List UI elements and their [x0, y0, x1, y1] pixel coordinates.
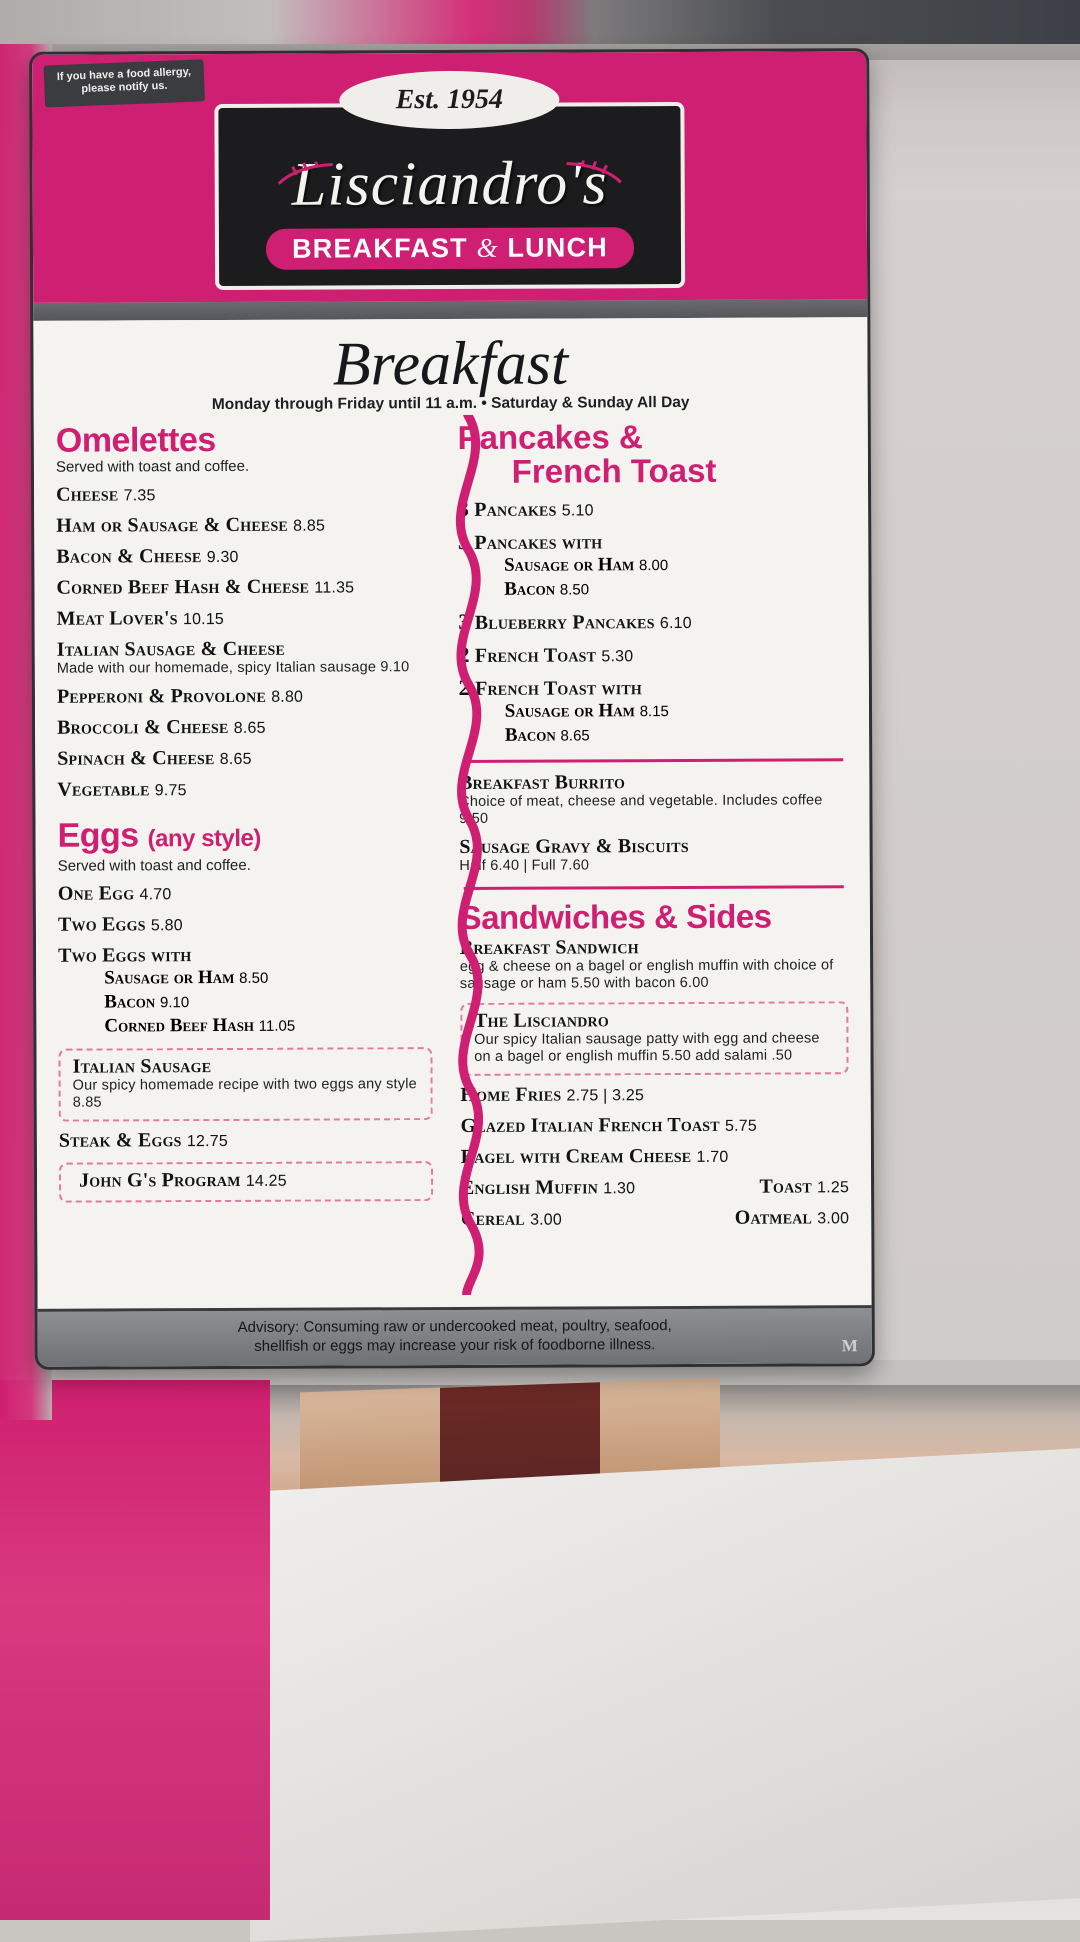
section-title-eggs — [57, 816, 431, 858]
pancakes-title-line2: French Toast — [458, 453, 846, 489]
section-title-pancakes — [457, 419, 846, 489]
item-price: 8.00 — [639, 557, 668, 574]
menu-item — [57, 607, 431, 631]
menu-item — [459, 771, 848, 828]
menu-subitem — [459, 722, 847, 748]
menu-subitem — [58, 1013, 432, 1039]
item-name: Ham or Sausage & Cheese — [56, 514, 288, 537]
menu-item — [474, 1009, 837, 1066]
menu-item — [459, 675, 847, 700]
the-lisciandro-highlight — [460, 1001, 849, 1076]
item-name: Steak & Eggs — [59, 1129, 182, 1152]
item-name: Two Eggs with — [58, 944, 192, 967]
item-name: Sausage or Ham — [104, 967, 234, 989]
item-quantity: 2 — [458, 642, 469, 667]
item-name: Italian Sausage — [73, 1055, 212, 1078]
right-column — [457, 419, 849, 1231]
menu-item — [460, 1114, 848, 1138]
advisory-line-2: shellfish or eggs may increase your risk of foodborne illness. — [38, 1334, 872, 1357]
menu-subitem — [58, 965, 432, 991]
item-description: Half 6.40 | Full 7.60 — [459, 856, 847, 875]
item-name: French Toast with — [475, 677, 642, 700]
item-name: Oatmeal — [735, 1206, 812, 1228]
menu-item — [461, 1145, 849, 1169]
item-price: 10.15 — [183, 611, 224, 628]
menu-item — [57, 778, 431, 802]
item-name: Bacon — [505, 725, 556, 746]
item-price: 1.30 — [603, 1180, 635, 1197]
item-name: English Muffin — [461, 1176, 598, 1199]
menu-columns — [34, 419, 872, 1233]
omelettes-note: Served with toast and coffee. — [56, 457, 430, 476]
item-quantity: 2 — [459, 675, 470, 700]
item-name: Pancakes with — [474, 531, 602, 554]
pink-surface-bottom — [0, 1380, 270, 1920]
item-price: 7.35 — [124, 487, 156, 504]
menu-item — [73, 1055, 421, 1112]
menu-item — [58, 944, 432, 967]
item-name: Cereal — [461, 1208, 525, 1230]
background-top-strip — [0, 0, 1080, 44]
menu-item — [73, 1169, 421, 1193]
menu-card — [29, 48, 875, 1370]
item-name: Bacon — [104, 991, 155, 1012]
menu-item — [56, 483, 430, 507]
item-price: 11.05 — [259, 1018, 296, 1035]
item-quantity: 3 — [458, 496, 469, 521]
item-price: 2.75 | 3.25 — [566, 1087, 644, 1104]
item-price: 5.10 — [562, 502, 594, 519]
item-price: 12.75 — [187, 1133, 228, 1150]
left-column — [56, 421, 433, 1233]
item-price: 3.00 — [530, 1212, 562, 1229]
menu-item — [57, 638, 431, 678]
item-name: Bagel with Cream Cheese — [461, 1145, 692, 1168]
item-name: Meat Lover's — [57, 607, 178, 630]
brand-sub-amp: & — [476, 233, 498, 263]
pancakes-title-line1: Pancakes & — [457, 418, 642, 456]
page-title: Breakfast — [33, 327, 867, 401]
item-name: Spinach & Cheese — [57, 747, 214, 770]
menu-subitem — [458, 576, 846, 602]
menu-item — [56, 576, 430, 600]
item-price: 8.65 — [561, 727, 590, 744]
item-price: 3.00 — [817, 1210, 849, 1227]
item-name: Glazed Italian French Toast — [460, 1114, 719, 1137]
item-price: 9.30 — [207, 549, 239, 566]
menu-item — [458, 529, 846, 554]
item-description: Choice of meat, cheese and vegetable. Includes coffee 9.50 — [459, 792, 847, 828]
menu-body — [33, 317, 871, 1309]
menu-item — [458, 609, 846, 635]
white-surface — [250, 1448, 1080, 1941]
menu-item — [458, 642, 846, 668]
item-name: Italian Sausage & Cheese — [57, 638, 285, 661]
menu-item — [57, 685, 431, 709]
wheat-left-icon — [277, 161, 337, 187]
item-description: Our spicy Italian sausage patty with egg and cheese on a bagel or english muffin 5.50 add salami .50 — [474, 1030, 836, 1066]
item-name: Two Eggs — [58, 913, 146, 935]
item-price: 5.30 — [601, 648, 633, 665]
item-name: Sausage or Ham — [505, 700, 635, 722]
italian-sausage-highlight — [58, 1047, 432, 1122]
menu-subitem — [459, 698, 847, 724]
menu-item — [56, 514, 430, 538]
wheat-right-icon — [563, 160, 623, 186]
menu-item — [57, 716, 431, 740]
item-price: 8.65 — [220, 751, 252, 768]
menu-item — [461, 1207, 849, 1231]
menu-item — [58, 882, 432, 906]
item-quantity: 3 — [458, 609, 469, 634]
item-price: 8.80 — [271, 689, 303, 706]
menu-item — [58, 913, 432, 937]
section-divider-top — [463, 758, 843, 763]
item-price: 14.25 — [246, 1173, 287, 1190]
eggs-title-text: Eggs — [57, 816, 138, 854]
menu-footer — [38, 1305, 872, 1367]
item-price: 8.50 — [239, 970, 268, 987]
item-description: Our spicy homemade recipe with two eggs any style 8.85 — [73, 1076, 421, 1112]
allergy-notice: If you have a food allergy, please notify us. — [44, 59, 206, 107]
item-price: 8.15 — [640, 703, 669, 720]
item-price: 9.75 — [155, 782, 187, 799]
section-title-omelettes: Omelettes — [56, 421, 430, 459]
item-name: Sausage Gravy & Biscuits — [459, 835, 689, 858]
item-name: Home Fries — [460, 1084, 561, 1106]
section-title-sandwiches: Sandwiches & Sides — [460, 898, 848, 936]
item-price: 4.70 — [140, 886, 172, 903]
menu-header — [32, 51, 867, 303]
item-price: 1.70 — [696, 1149, 728, 1166]
item-name: Blueberry Pancakes — [475, 611, 655, 634]
item-quantity: 3 — [458, 529, 469, 554]
john-g-program-highlight — [59, 1161, 433, 1203]
brand-sub-lunch: LUNCH — [507, 232, 608, 262]
item-name: Broccoli & Cheese — [57, 716, 229, 739]
menu-item — [458, 496, 846, 522]
item-name: Breakfast Sandwich — [460, 936, 639, 959]
brand-sub-breakfast: BREAKFAST — [292, 233, 468, 264]
menu-item — [59, 1129, 433, 1153]
established-badge: Est. 1954 — [339, 71, 559, 130]
item-name: Cheese — [56, 483, 118, 505]
item-price: 8.85 — [293, 518, 325, 535]
eggs-title-suffix: (any style) — [148, 825, 261, 852]
menu-item — [56, 545, 430, 569]
item-name: Bacon & Cheese — [56, 545, 201, 568]
item-name: Bacon — [504, 579, 555, 600]
item-name: Breakfast Burrito — [459, 771, 625, 794]
menu-subitem — [458, 552, 846, 578]
menu-item — [57, 747, 431, 771]
item-price: 8.65 — [234, 720, 266, 737]
item-price: 11.35 — [314, 579, 354, 596]
item-description: Made with our homemade, spicy Italian sausage 9.10 — [57, 659, 431, 678]
item-name: One Egg — [58, 882, 135, 904]
menu-item — [459, 835, 847, 875]
menu-item — [460, 936, 849, 993]
item-name: John G's Program — [79, 1169, 241, 1192]
printer-logo-icon: M — [842, 1336, 858, 1355]
item-price: 8.50 — [560, 581, 589, 598]
eggs-note: Served with toast and coffee. — [58, 856, 432, 875]
item-name: Pepperoni & Provolone — [57, 685, 266, 708]
section-divider-bottom — [463, 885, 843, 890]
menu-subitem — [58, 989, 432, 1015]
item-price: 1.25 — [817, 1179, 849, 1196]
item-name: Corned Beef Hash & Cheese — [56, 576, 309, 599]
item-description: egg & cheese on a bagel or english muffin with choice of sausage or ham 5.50 with bacon 6.00 — [460, 957, 848, 993]
item-name: Corned Beef Hash — [104, 1015, 254, 1037]
item-price: 5.80 — [151, 917, 183, 934]
item-name: The Lisciandro — [474, 1009, 609, 1032]
item-price: 6.10 — [660, 615, 692, 632]
advisory-line-1: Advisory: Consuming raw or undercooked meat, poultry, seafood, — [38, 1315, 872, 1338]
menu-item — [461, 1176, 849, 1200]
brand-subtitle — [266, 227, 634, 270]
item-price: 5.75 — [725, 1118, 757, 1135]
item-name: Toast — [759, 1175, 812, 1197]
logo-plate — [214, 102, 685, 290]
item-name: Pancakes — [474, 499, 556, 521]
brand-name: Lisciandro's — [219, 148, 681, 221]
item-name: Vegetable — [57, 778, 149, 800]
item-name: French Toast — [475, 644, 596, 667]
hours-text: Monday through Friday until 11 a.m. • Saturday & Sunday All Day — [34, 393, 868, 415]
menu-item — [460, 1083, 848, 1107]
item-name: Sausage or Ham — [504, 554, 634, 576]
item-price: 9.10 — [160, 994, 189, 1011]
